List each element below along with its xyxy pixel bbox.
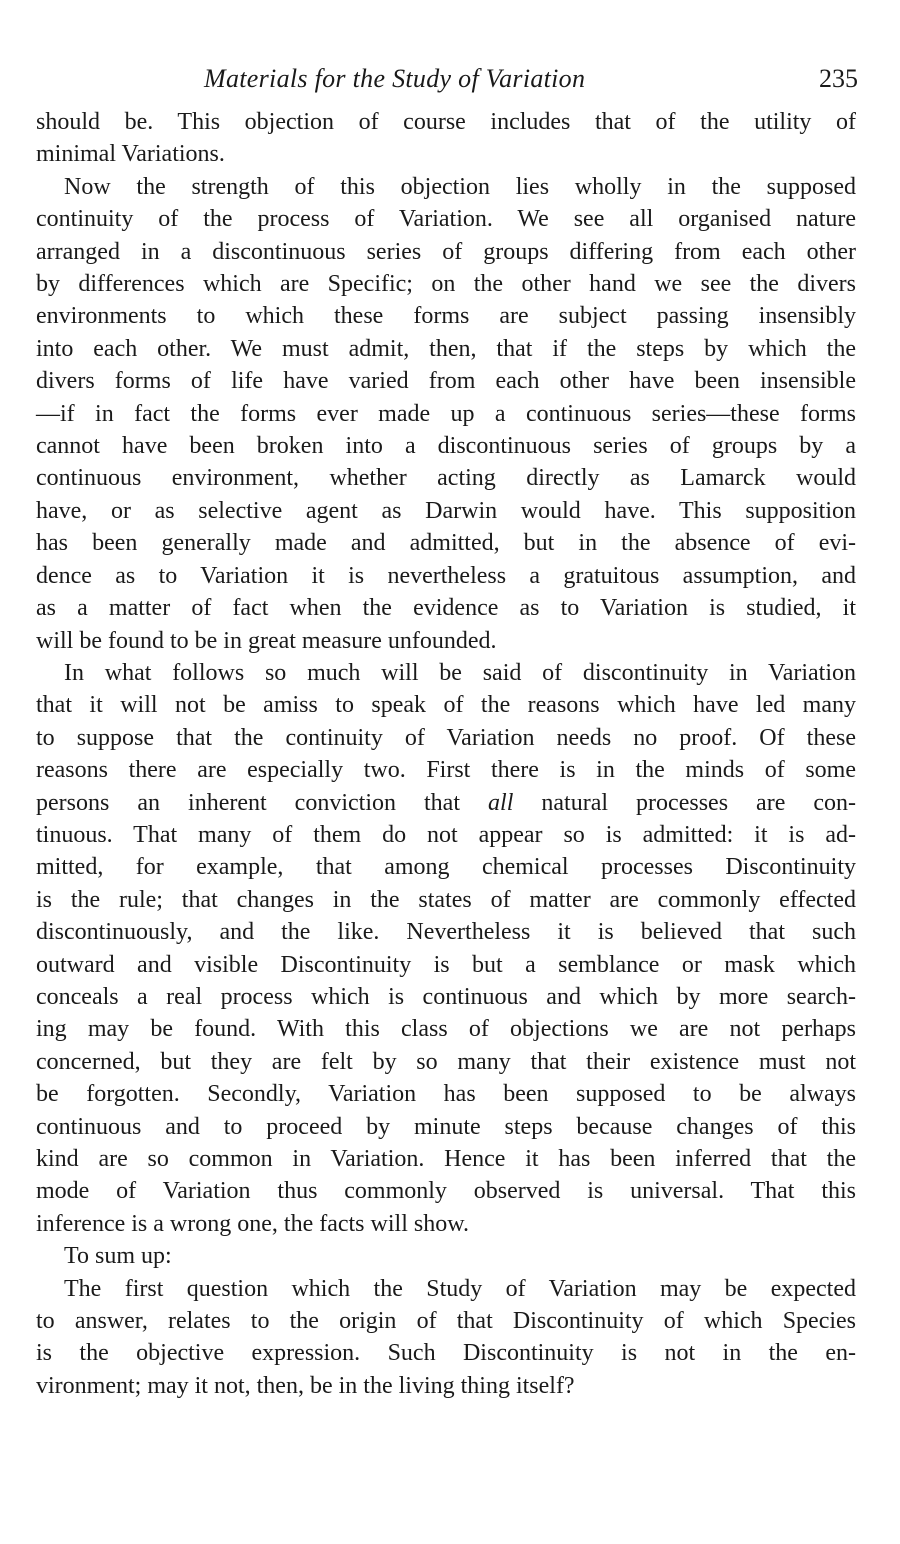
page-number: 235	[819, 64, 858, 93]
text-line: reasons there are especially two. First there is in the minds of some	[36, 757, 856, 784]
text-line: by differences which are Specific; on the other hand we see the divers	[36, 271, 856, 298]
text-line: continuous environment, whether acting directly as Lamarck would	[36, 465, 856, 492]
text-line: will be found to be in great measure unfounded.	[36, 627, 497, 654]
text-line: dence as to Variation it is nevertheless a gratuitous assumption, and	[36, 562, 856, 589]
text-line: tinuous. That many of them do not appear so is admitted: it is ad-	[36, 821, 856, 848]
running-title: Materials for the Study of Variation	[204, 64, 586, 93]
text-line: ing may be found. With this class of objections we are not perhaps	[36, 1016, 856, 1043]
body-text	[36, 106, 856, 1402]
text-line: mode of Variation thus commonly observed is universal. That this	[36, 1178, 856, 1205]
running-head	[36, 62, 856, 106]
text-line: should be. This objection of course includes that of the utility of	[36, 109, 856, 135]
text-line: into each other. We must admit, then, that if the steps by which the	[36, 335, 856, 362]
text-line-with-emphasis	[36, 787, 856, 819]
text-line: continuous and to proceed by minute steps because changes of this	[36, 1113, 856, 1140]
text-line: continuity of the process of Variation. We see all organised nature	[36, 206, 856, 233]
text-line: In what follows so much will be said of discontinuity in Variation	[64, 659, 856, 686]
text-line: The first question which the Study of Variation may be expected	[64, 1275, 856, 1302]
text-line: conceals a real process which is continuous and which by more search-	[36, 983, 856, 1010]
text-line: is the rule; that changes in the states of matter are commonly effected	[36, 886, 856, 913]
text-line: arranged in a discontinuous series of groups differing from each other	[36, 238, 856, 265]
text-line: —if in fact the forms ever made up a continuous series—these forms	[36, 400, 856, 427]
text-line: as a matter of fact when the evidence as to Variation is studied, it	[36, 595, 856, 622]
text-line: environments to which these forms are subject passing insensibly	[36, 303, 856, 330]
text-line: to suppose that the continuity of Variation needs no proof. Of these	[36, 724, 856, 751]
text-line: to answer, relates to the origin of that Discontinuity of which Species	[36, 1308, 856, 1335]
text-line: inference is a wrong one, the facts will show.	[36, 1210, 469, 1237]
text-line: discontinuously, and the like. Nevertheless it is believed that such	[36, 919, 856, 946]
text-segment: persons an inherent conviction that	[36, 789, 460, 816]
text-line: that it will not be amiss to speak of the reasons which have led many	[36, 692, 856, 719]
text-segment: natural processes are con-	[541, 789, 857, 816]
text-line: is the objective expression. Such Discontinuity is not in the en-	[36, 1340, 856, 1367]
text-line: kind are so common in Variation. Hence it has been inferred that the	[36, 1146, 856, 1172]
text-line: concerned, but they are felt by so many that their existence must not	[36, 1048, 856, 1075]
text-line: has been generally made and admitted, but in the absence of evi-	[36, 530, 856, 557]
paragraph-1	[36, 106, 856, 171]
text-line: cannot have been broken into a discontinuous series of groups by a	[36, 433, 856, 460]
text-line: have, or as selective agent as Darwin would have. This supposition	[36, 497, 856, 524]
text-line: mitted, for example, that among chemical processes Discontinuity	[36, 854, 856, 881]
paragraph-3	[36, 657, 856, 1240]
text-line: outward and visible Discontinuity is but a semblance or mask which	[36, 951, 856, 978]
paragraph-4	[36, 1240, 856, 1272]
text-line: Now the strength of this objection lies wholly in the supposed	[64, 173, 856, 200]
text-line: To sum up:	[64, 1243, 172, 1270]
text-line: be forgotten. Secondly, Variation has been supposed to be always	[36, 1081, 856, 1108]
paragraph-2	[36, 171, 856, 657]
book-page	[36, 62, 856, 1402]
text-line: divers forms of life have varied from each other have been insensible	[36, 368, 856, 395]
emphasis-all: all	[488, 789, 514, 816]
paragraph-5	[36, 1273, 856, 1403]
text-line: vironment; may it not, then, be in the living thing itself?	[36, 1372, 575, 1399]
text-line: minimal Variations.	[36, 141, 225, 168]
